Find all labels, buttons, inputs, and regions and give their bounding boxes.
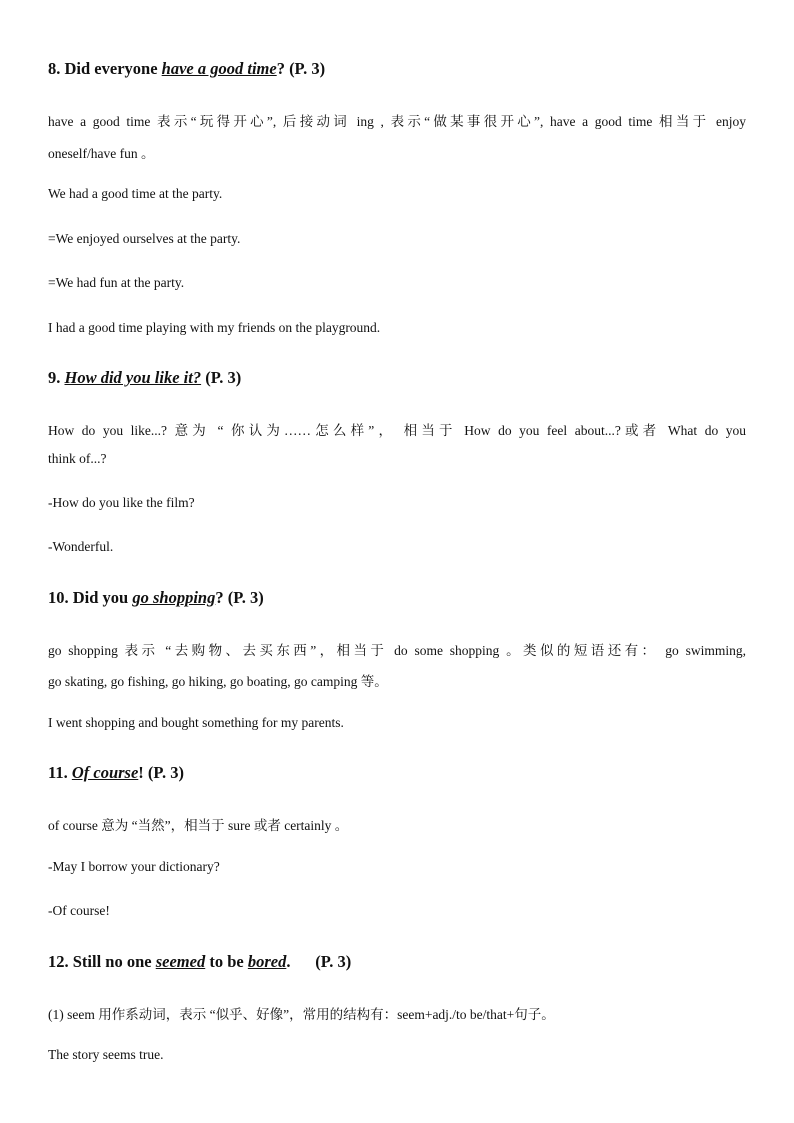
- heading-number: 10.: [48, 588, 69, 607]
- section-9-line-2: think of...?: [48, 451, 107, 466]
- section-11-heading: [48, 763, 746, 783]
- heading-number: 11.: [48, 763, 68, 782]
- heading-number: 8.: [48, 59, 61, 78]
- heading-keyword: go shopping: [132, 588, 216, 607]
- section-11-example-1: -May I borrow your dictionary?: [48, 859, 220, 874]
- section-8-line-2: oneself/have fun 。: [48, 146, 155, 161]
- heading-keyword: Of course: [71, 763, 139, 782]
- section-8-heading: [48, 59, 746, 79]
- section-9-example-1: -How do you like the film?: [48, 495, 195, 510]
- heading-page-ref: ? (P. 3): [215, 588, 264, 607]
- section-10-example-1: I went shopping and bought something for my parents.: [48, 715, 344, 730]
- section-11-example-2: -Of course!: [48, 903, 110, 918]
- heading-keyword: have a good time: [161, 59, 277, 78]
- heading-text: Did everyone: [64, 59, 162, 78]
- heading-page-ref: . (P. 3): [286, 952, 352, 971]
- section-10-line-1: go shopping 表示 “去购物、去买东西”，相当于 do some shopping 。类似的短语还有： go swimming,: [48, 643, 746, 658]
- section-8-example-2: =We enjoyed ourselves at the party.: [48, 231, 241, 246]
- section-8-example-1: We had a good time at the party.: [48, 186, 223, 201]
- section-8-line-1: have a good time 表示“玩得开心”, 后接动词 ing , 表示“做某事很开心”, have a good time 相当于 enjoy: [48, 114, 746, 129]
- section-12-heading: [48, 952, 746, 972]
- section-9-example-2: -Wonderful.: [48, 539, 114, 554]
- heading-keyword: How did you like it?: [64, 368, 202, 387]
- heading-page-ref: ! (P. 3): [138, 763, 184, 782]
- heading-text: Did you: [68, 588, 133, 607]
- section-8-example-4: I had a good time playing with my friends on the playground.: [48, 320, 381, 335]
- heading-text-middle: to be: [205, 952, 248, 971]
- section-8-example-3: =We had fun at the party.: [48, 275, 185, 290]
- section-12-line-1: (1) seem 用作系动词，表示 “似乎、好像”，常用的结构有：seem+adj./to be/that+句子。: [48, 1007, 555, 1022]
- heading-keyword: seemed: [155, 952, 206, 971]
- section-10-heading: [48, 588, 746, 608]
- section-9-heading: [48, 368, 746, 388]
- section-10-line-2: go skating, go fishing, go hiking, go boating, go camping 等。: [48, 674, 388, 689]
- section-9-line-1: How do you like...? 意为 “ 你认为……怎么样”， 相当于 How do you feel about...?或者 What do you: [48, 423, 746, 438]
- heading-number: 12.: [48, 952, 69, 971]
- heading-page-ref: ? (P. 3): [276, 59, 326, 78]
- heading-number: 9.: [48, 368, 61, 387]
- section-12-example-1: The story seems true.: [48, 1047, 164, 1062]
- heading-page-ref: (P. 3): [201, 368, 242, 387]
- heading-text: Still no one: [68, 952, 156, 971]
- section-11-line-1: of course 意为 “当然”，相当于 sure 或者 certainly 。: [48, 818, 349, 833]
- heading-keyword-2: bored: [247, 952, 287, 971]
